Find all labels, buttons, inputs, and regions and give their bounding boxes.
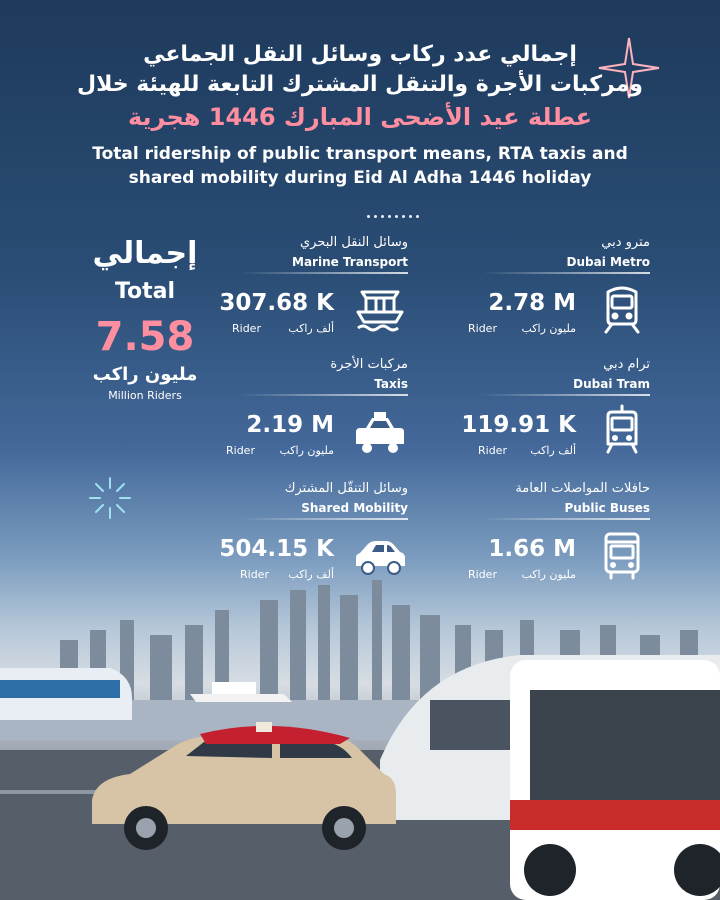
card-marine xyxy=(196,234,408,344)
card-buses-unit-en: Rider xyxy=(468,568,497,581)
card-marine-name-ar: وسائل النقل البحري xyxy=(299,235,408,250)
card-taxis-unit-en: Rider xyxy=(226,444,255,457)
metro-icon xyxy=(594,282,650,338)
card-shared-value: 504.15 K xyxy=(219,536,334,562)
card-taxis-name-ar: مركبات الأجرة xyxy=(330,357,408,372)
car-icon xyxy=(352,528,408,584)
card-marine-name-en: Marine Transport xyxy=(292,255,408,269)
card-buses-unit-ar: مليون راكب xyxy=(521,568,576,581)
taxi-icon xyxy=(352,404,408,460)
card-shared-name-en: Shared Mobility xyxy=(301,501,408,515)
card-marine-unit-ar: ألف راكب xyxy=(288,322,334,335)
card-tram-name-en: Dubai Tram xyxy=(573,377,650,391)
card-metro xyxy=(438,234,650,344)
card-marine-unit-en: Rider xyxy=(232,322,261,335)
card-metro-unit-en: Rider xyxy=(468,322,497,335)
card-marine-value: 307.68 K xyxy=(219,290,334,316)
total-unit-en: Million Riders xyxy=(108,389,182,402)
total-value: 7.58 xyxy=(95,314,195,360)
card-metro-name-en: Dubai Metro xyxy=(566,255,650,269)
headline-en-line-1: Total ridership of public transport means, RTA taxis and xyxy=(92,144,628,164)
card-buses-name-en: Public Buses xyxy=(564,501,650,515)
card-shared-name-ar: وسائل التنقّل المشترك xyxy=(284,481,408,496)
divider-dots xyxy=(365,203,425,209)
card-tram xyxy=(438,356,650,466)
card-taxis-value: 2.19 M xyxy=(246,412,334,438)
card-buses-name-ar: حافلات المواصلات العامة xyxy=(515,481,650,496)
headline-ar-line-2: ومركبات الأجرة والتنقل المشترك التابعة للهيئة خلال xyxy=(77,72,643,97)
card-tram-name-ar: ترام دبي xyxy=(603,357,650,372)
tram-icon xyxy=(594,404,650,460)
card-shared-unit-ar: ألف راكب xyxy=(288,568,334,581)
card-taxis-unit-ar: مليون راكب xyxy=(279,444,334,457)
card-taxis-name-en: Taxis xyxy=(374,377,408,391)
card-shared xyxy=(196,480,408,590)
card-buses-value: 1.66 M xyxy=(488,536,576,562)
card-metro-name-ar: مترو دبي xyxy=(601,235,650,250)
card-tram-value: 119.91 K xyxy=(461,412,576,438)
total-label-en: Total xyxy=(114,279,176,304)
headline-en xyxy=(40,142,680,190)
card-tram-unit-en: Rider xyxy=(478,444,507,457)
firework-icon xyxy=(86,474,134,522)
card-metro-unit-ar: مليون راكب xyxy=(521,322,576,335)
headline-ar-line-1: إجمالي عدد ركاب وسائل النقل الجماعي xyxy=(143,42,577,67)
card-tram-unit-ar: ألف راكب xyxy=(530,444,576,457)
ferry-icon xyxy=(352,282,408,338)
total-label-ar: إجمالي xyxy=(92,236,198,271)
card-metro-value: 2.78 M xyxy=(488,290,576,316)
headline-en-line-2: shared mobility during Eid Al Adha 1446 holiday xyxy=(128,168,592,188)
city-scene-illustration xyxy=(0,580,720,900)
card-taxis xyxy=(196,356,408,466)
card-buses xyxy=(438,480,650,590)
total-unit-ar: مليون راكب xyxy=(92,364,198,385)
bus-icon xyxy=(594,528,650,584)
card-shared-unit-en: Rider xyxy=(240,568,269,581)
headline xyxy=(40,40,680,190)
headline-ar-line-3: عطلة عيد الأضحى المبارك 1446 هجرية xyxy=(127,103,592,131)
